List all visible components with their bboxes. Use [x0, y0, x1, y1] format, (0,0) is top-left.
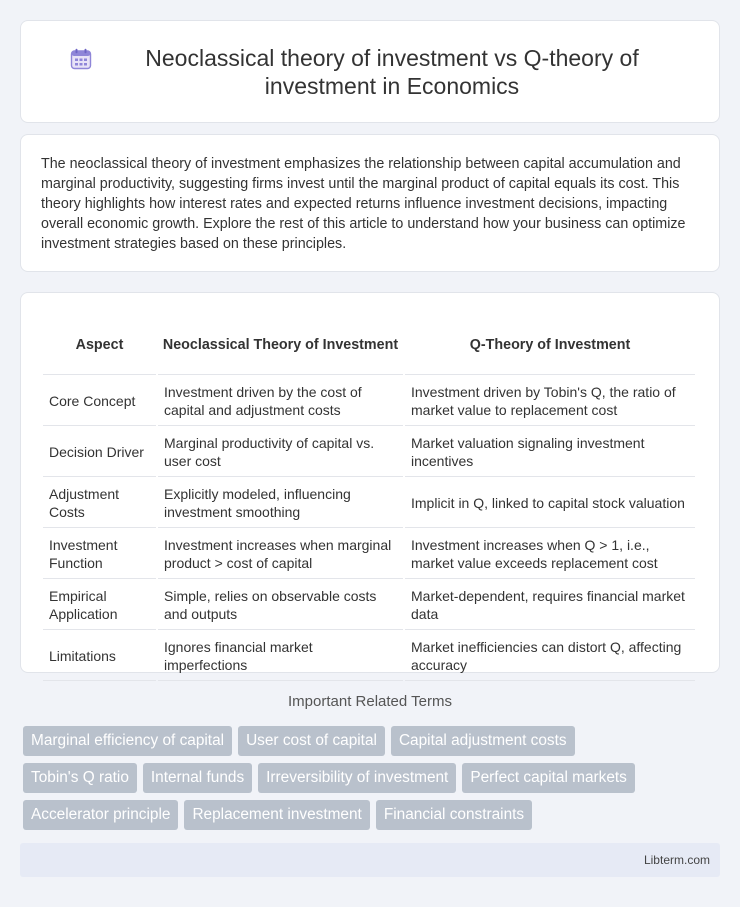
- title-card: [20, 20, 720, 123]
- related-terms-list: [23, 726, 723, 837]
- tag-row: [23, 726, 723, 756]
- aspect-cell: Limitations: [43, 632, 156, 681]
- title-wrap: [70, 44, 670, 100]
- q-theory-cell: Market inefficiencies can distort Q, affecting accuracy: [405, 632, 695, 681]
- aspect-cell: Empirical Application: [43, 581, 156, 630]
- intro-paragraph: The neoclassical theory of investment emphasizes the relationship between capital accumulation and marginal productivity, suggesting firms invest until the marginal product of capital equals its cost. This theory highlights how interest rates and expected returns influence investment decisions, impacting overall economic growth. Explore the rest of this article to understand how your business can optimize investment strategies based on these principles.: [41, 156, 686, 252]
- comparison-card: [20, 292, 720, 673]
- table-row: [43, 581, 695, 630]
- header-aspect: Aspect: [43, 315, 156, 375]
- header-q-theory: Q-Theory of Investment: [405, 315, 695, 375]
- related-term-tag[interactable]: Irreversibility of investment: [258, 763, 456, 793]
- related-term-tag[interactable]: Capital adjustment costs: [391, 726, 575, 756]
- related-terms-heading: Important Related Terms: [288, 693, 452, 710]
- aspect-cell: Core Concept: [43, 377, 156, 426]
- neoclassical-cell: Ignores financial market imperfections: [158, 632, 403, 681]
- neoclassical-cell: Investment increases when marginal product > cost of capital: [158, 530, 403, 579]
- q-theory-cell: Market-dependent, requires financial market data: [405, 581, 695, 630]
- calendar-icon: [70, 48, 92, 70]
- related-term-tag[interactable]: Marginal efficiency of capital: [23, 726, 232, 756]
- neoclassical-cell: Simple, relies on observable costs and outputs: [158, 581, 403, 630]
- related-term-tag[interactable]: Perfect capital markets: [462, 763, 635, 793]
- q-theory-cell: Implicit in Q, linked to capital stock valuation: [405, 479, 695, 528]
- related-term-tag[interactable]: Accelerator principle: [23, 800, 178, 830]
- footer: [20, 843, 720, 877]
- aspect-cell: Adjustment Costs: [43, 479, 156, 528]
- intro-card: [20, 134, 720, 272]
- related-term-tag[interactable]: User cost of capital: [238, 726, 385, 756]
- tag-row: [23, 800, 723, 830]
- related-term-tag[interactable]: Financial constraints: [376, 800, 532, 830]
- table-row: [43, 428, 695, 477]
- neoclassical-cell: Explicitly modeled, influencing investment smoothing: [158, 479, 403, 528]
- table-row: [43, 530, 695, 579]
- table-header-row: [43, 315, 695, 375]
- aspect-cell: Investment Function: [43, 530, 156, 579]
- table-row: [43, 377, 695, 426]
- table-row: [43, 479, 695, 528]
- related-term-tag[interactable]: Internal funds: [143, 763, 252, 793]
- related-term-tag[interactable]: Tobin's Q ratio: [23, 763, 137, 793]
- q-theory-cell: Investment increases when Q > 1, i.e., market value exceeds replacement cost: [405, 530, 695, 579]
- footer-brand-link[interactable]: Libterm.com: [643, 853, 710, 867]
- page-title: Neoclassical theory of investment vs Q-theory of investment in Economics: [145, 44, 639, 99]
- q-theory-cell: Market valuation signaling investment incentives: [405, 428, 695, 477]
- q-theory-cell: Investment driven by Tobin's Q, the ratio of market value to replacement cost: [405, 377, 695, 426]
- neoclassical-cell: Investment driven by the cost of capital and adjustment costs: [158, 377, 403, 426]
- neoclassical-cell: Marginal productivity of capital vs. user cost: [158, 428, 403, 477]
- table-row: [43, 632, 695, 681]
- header-neoclassical: Neoclassical Theory of Investment: [158, 315, 403, 375]
- tag-row: [23, 763, 723, 793]
- related-term-tag[interactable]: Replacement investment: [184, 800, 369, 830]
- aspect-cell: Decision Driver: [43, 428, 156, 477]
- comparison-table: [41, 313, 697, 683]
